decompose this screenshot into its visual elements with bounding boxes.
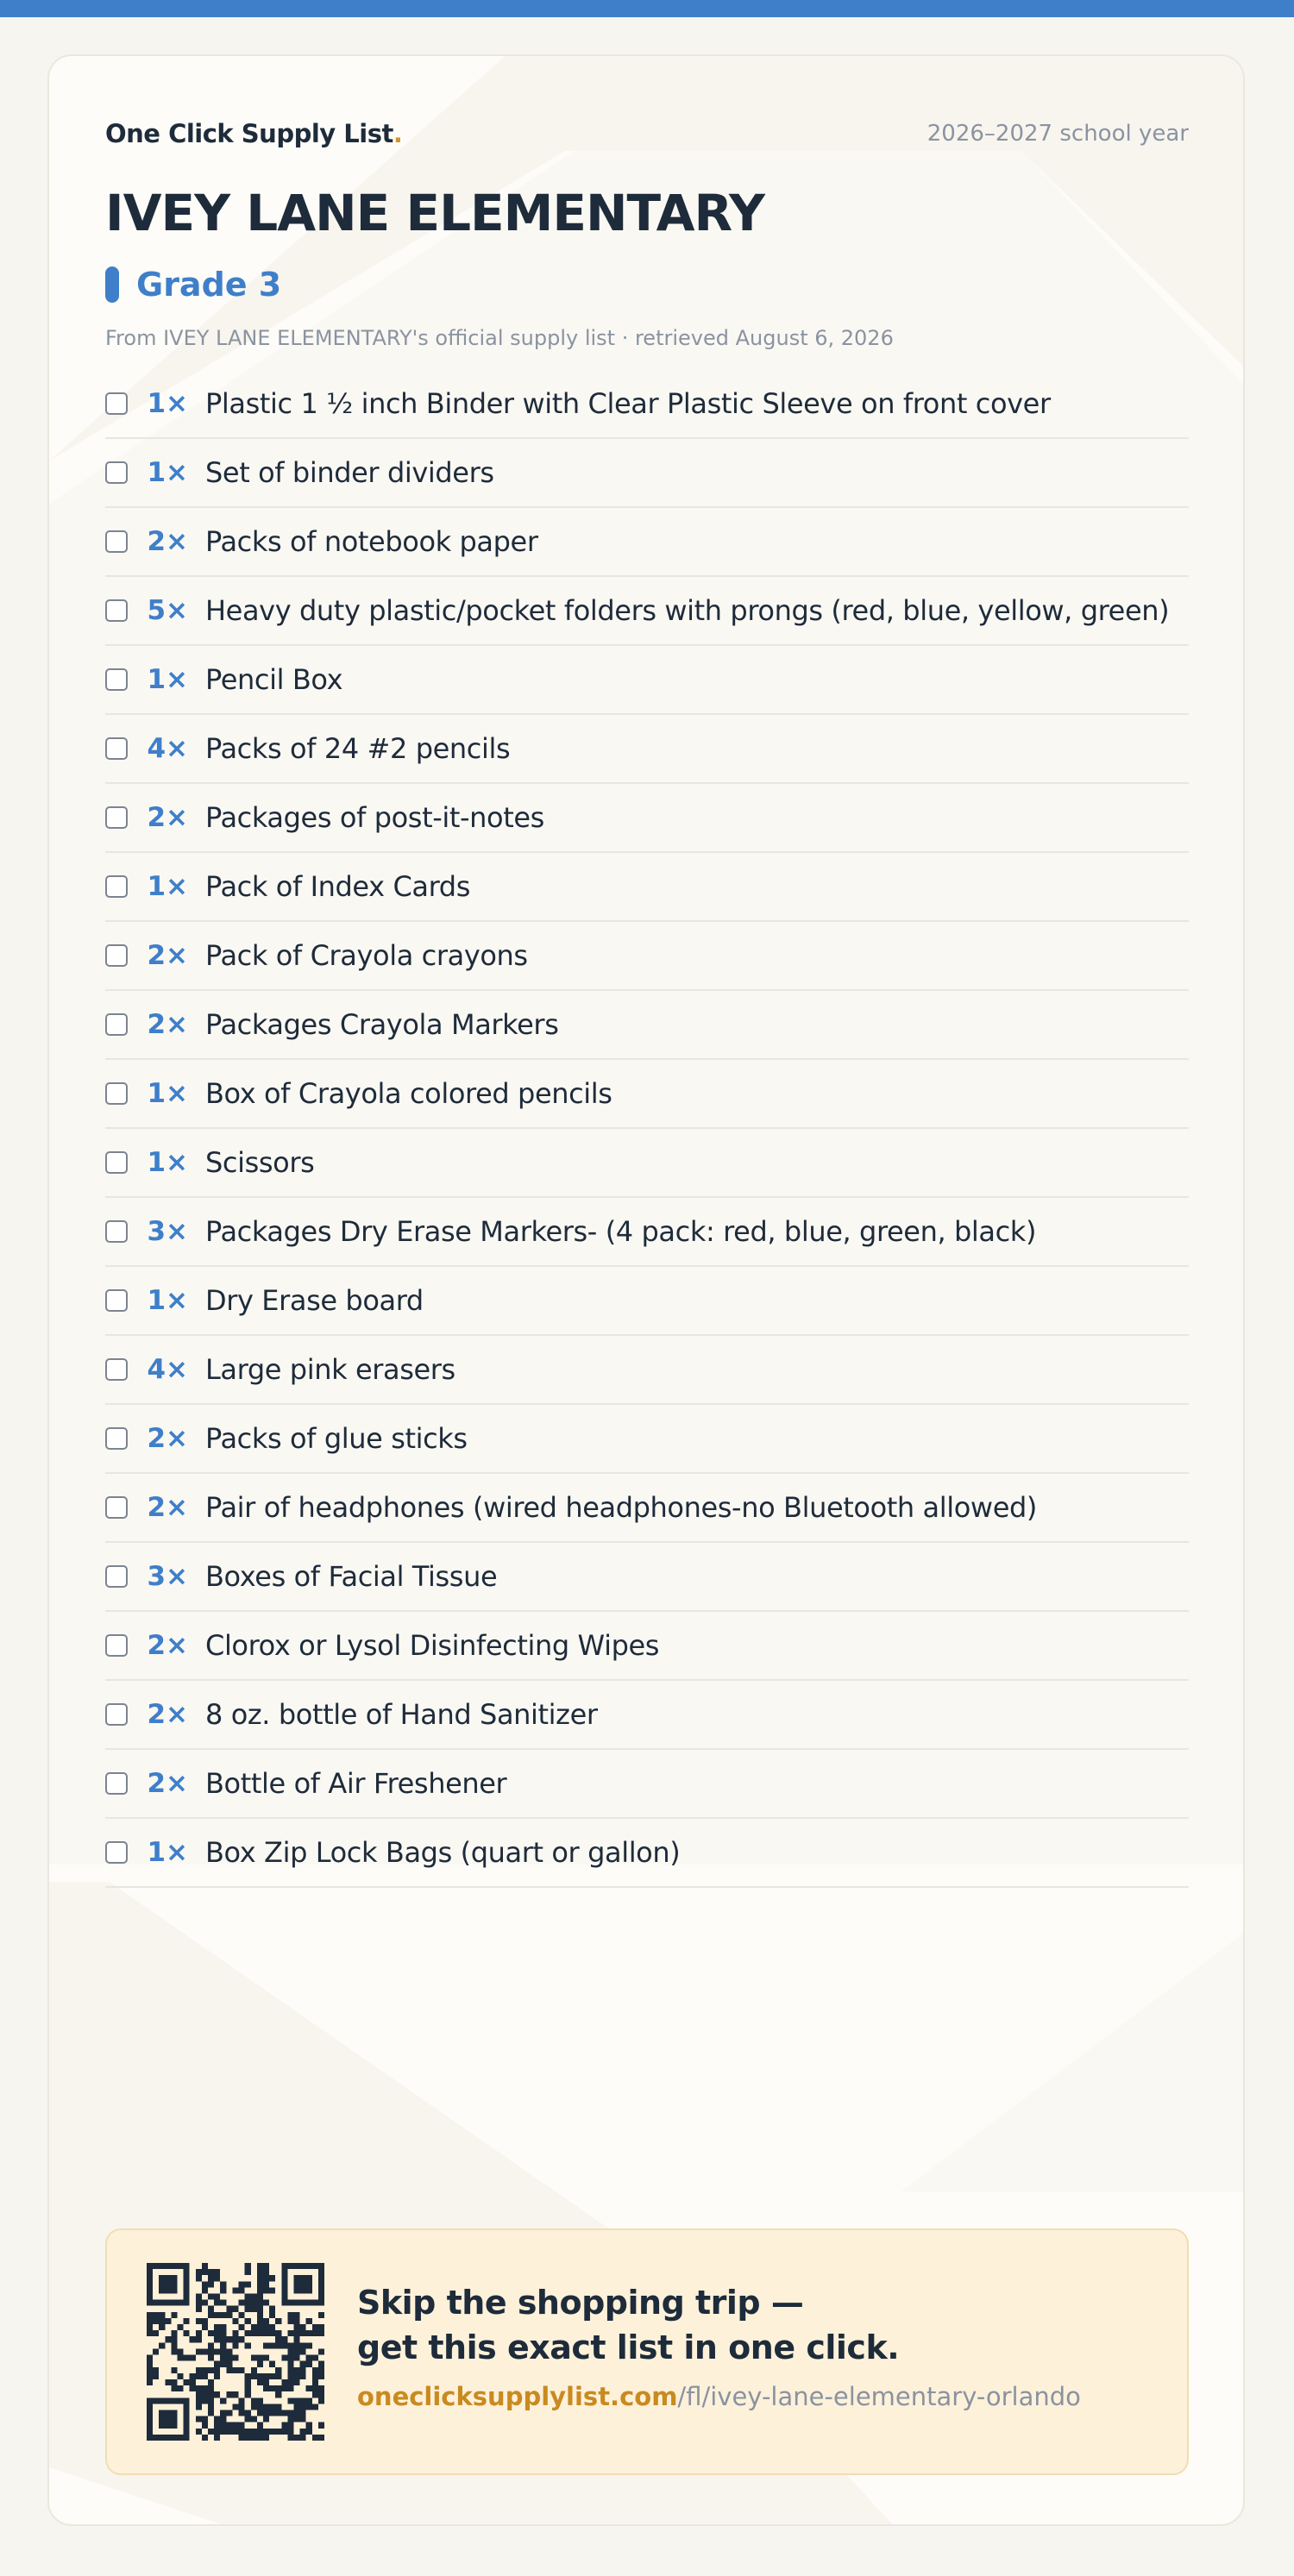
item-description: Dry Erase board (205, 1284, 424, 1317)
list-item[interactable] (105, 646, 1189, 715)
item-quantity: 1× (147, 1078, 188, 1109)
item-quantity: 3× (147, 1216, 188, 1247)
promo-text (357, 2280, 1081, 2411)
list-item[interactable] (105, 1198, 1189, 1267)
item-checkbox[interactable] (105, 1634, 128, 1657)
list-item[interactable] (105, 577, 1189, 646)
item-quantity: 5× (147, 595, 188, 626)
list-item[interactable] (105, 1819, 1189, 1888)
item-quantity: 4× (147, 1354, 188, 1385)
item-description: Packs of 24 #2 pencils (205, 732, 511, 765)
item-quantity: 1× (147, 1285, 188, 1316)
item-checkbox[interactable] (105, 1289, 128, 1312)
item-quantity: 2× (147, 1009, 188, 1040)
grade-accent-bar (105, 266, 119, 303)
list-item[interactable] (105, 1681, 1189, 1750)
promo-link[interactable] (357, 2382, 1081, 2411)
item-checkbox[interactable] (105, 599, 128, 622)
item-checkbox[interactable] (105, 1358, 128, 1381)
promo-headline-2: get this exact list in one click. (357, 2328, 900, 2366)
item-quantity: 2× (147, 1423, 188, 1454)
item-quantity: 1× (147, 1147, 188, 1178)
item-description: Plastic 1 ½ inch Binder with Clear Plastic Sleeve on front cover (205, 387, 1051, 420)
item-checkbox[interactable] (105, 1151, 128, 1174)
item-quantity: 1× (147, 664, 188, 695)
brand-name: One Click Supply List (105, 119, 393, 148)
item-description: 8 oz. bottle of Hand Sanitizer (205, 1698, 598, 1731)
list-item[interactable] (105, 1543, 1189, 1612)
item-checkbox[interactable] (105, 1013, 128, 1036)
item-checkbox[interactable] (105, 530, 128, 553)
source-note: From IVEY LANE ELEMENTARY's official supply list · retrieved August 6, 2026 (105, 326, 894, 350)
school-year: 2026–2027 school year (927, 121, 1189, 147)
list-item[interactable] (105, 1336, 1189, 1405)
item-description: Packages of post-it-notes (205, 801, 544, 834)
list-item[interactable] (105, 853, 1189, 922)
promo-headline-1: Skip the shopping trip — (357, 2284, 804, 2322)
brand-header (105, 116, 1189, 151)
list-item[interactable] (105, 784, 1189, 853)
item-description: Packs of glue sticks (205, 1422, 468, 1455)
item-description: Scissors (205, 1146, 315, 1179)
list-item[interactable] (105, 1405, 1189, 1474)
list-item[interactable] (105, 508, 1189, 577)
item-quantity: 2× (147, 802, 188, 833)
list-item[interactable] (105, 1060, 1189, 1129)
item-description: Heavy duty plastic/pocket folders with prongs (red, blue, yellow, green) (205, 594, 1170, 627)
supply-list-card (47, 54, 1245, 2526)
brand-logo-text (105, 119, 402, 148)
list-item[interactable] (105, 991, 1189, 1060)
item-checkbox[interactable] (105, 461, 128, 484)
item-checkbox[interactable] (105, 668, 128, 691)
item-quantity: 2× (147, 1768, 188, 1799)
list-item[interactable] (105, 1129, 1189, 1198)
item-checkbox[interactable] (105, 1496, 128, 1519)
item-quantity: 2× (147, 1630, 188, 1661)
item-checkbox[interactable] (105, 737, 128, 760)
item-description: Large pink erasers (205, 1353, 455, 1386)
item-checkbox[interactable] (105, 875, 128, 898)
promo-url-domain[interactable]: oneclicksupplylist.com (357, 2382, 678, 2411)
item-quantity: 4× (147, 733, 188, 764)
item-description: Packages Dry Erase Markers- (4 pack: red, blue, green, black) (205, 1215, 1037, 1248)
item-description: Box of Crayola colored pencils (205, 1077, 612, 1110)
promo-banner[interactable] (105, 2228, 1189, 2475)
item-checkbox[interactable] (105, 944, 128, 967)
item-checkbox[interactable] (105, 1082, 128, 1105)
item-description: Clorox or Lysol Disinfecting Wipes (205, 1629, 660, 1662)
item-quantity: 1× (147, 871, 188, 902)
list-item[interactable] (105, 370, 1189, 439)
item-quantity: 1× (147, 388, 188, 419)
item-description: Pencil Box (205, 663, 343, 696)
item-checkbox[interactable] (105, 1220, 128, 1243)
list-item[interactable] (105, 1750, 1189, 1819)
item-description: Packs of notebook paper (205, 525, 538, 558)
item-description: Box Zip Lock Bags (quart or gallon) (205, 1836, 681, 1869)
item-description: Packages Crayola Markers (205, 1008, 559, 1041)
item-quantity: 2× (147, 940, 188, 971)
list-item[interactable] (105, 1267, 1189, 1336)
item-quantity: 3× (147, 1561, 188, 1592)
item-quantity: 2× (147, 526, 188, 557)
item-checkbox[interactable] (105, 392, 128, 415)
item-description: Bottle of Air Freshener (205, 1767, 507, 1800)
item-checkbox[interactable] (105, 1703, 128, 1726)
item-description: Boxes of Facial Tissue (205, 1560, 498, 1593)
list-item[interactable] (105, 439, 1189, 508)
grade-heading (105, 261, 1189, 308)
item-quantity: 2× (147, 1699, 188, 1730)
item-quantity: 1× (147, 1837, 188, 1868)
item-checkbox[interactable] (105, 1565, 128, 1588)
top-accent-bar (0, 0, 1294, 17)
list-item[interactable] (105, 922, 1189, 991)
item-description: Pair of headphones (wired headphones-no Bluetooth allowed) (205, 1491, 1037, 1524)
supply-list (105, 370, 1189, 1888)
item-checkbox[interactable] (105, 1772, 128, 1795)
list-item[interactable] (105, 715, 1189, 784)
list-item[interactable] (105, 1474, 1189, 1543)
item-checkbox[interactable] (105, 1841, 128, 1864)
item-description: Set of binder dividers (205, 456, 494, 489)
qr-code-icon[interactable] (147, 2263, 324, 2441)
grade-label: Grade 3 (136, 266, 282, 304)
school-name: IVEY LANE ELEMENTARY (105, 184, 764, 242)
item-checkbox[interactable] (105, 806, 128, 829)
brand-dot: . (393, 119, 403, 148)
item-description: Pack of Index Cards (205, 870, 470, 903)
item-checkbox[interactable] (105, 1427, 128, 1450)
list-item[interactable] (105, 1612, 1189, 1681)
item-quantity: 1× (147, 457, 188, 488)
promo-url-path[interactable]: /fl/ivey-lane-elementary-orlando (677, 2382, 1081, 2411)
item-quantity: 2× (147, 1492, 188, 1523)
item-description: Pack of Crayola crayons (205, 939, 528, 972)
